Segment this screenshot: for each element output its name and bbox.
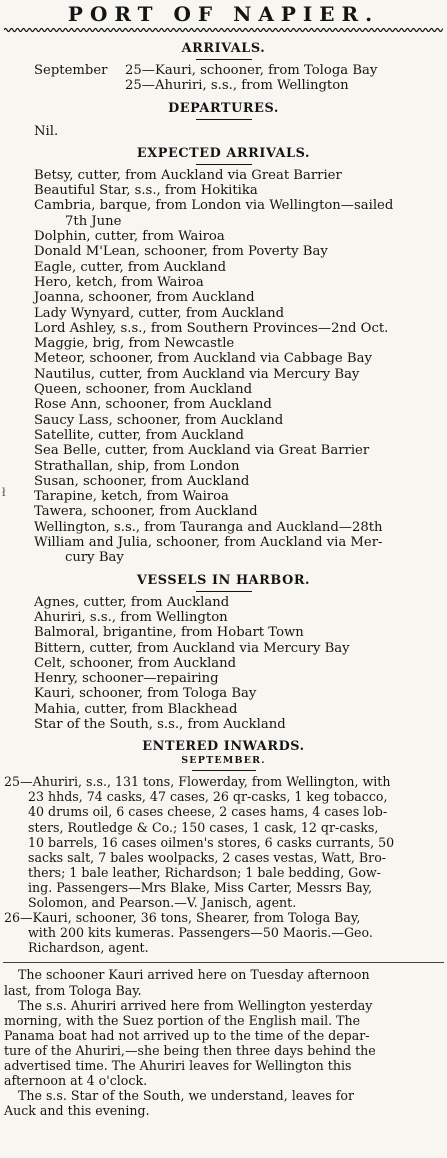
arrival-month: September	[34, 63, 108, 78]
expected-arrival-line: Susan, schooner, from Auckland	[34, 473, 250, 489]
news-paragraph	[0, 1088, 447, 1118]
arrivals-heading: ARRIVALS.	[181, 41, 266, 56]
paragraph-line: morning, with the Suez portion of the English mail. The	[4, 1012, 361, 1028]
entry-continuation-line: sters, Routledge & Co.; 150 cases, 1 cask, 12 qr-casks,	[28, 819, 379, 835]
expected-arrival-line: Hero, ketch, from Wairoa	[34, 274, 204, 290]
paragraph-line: ture of the Ahuriri,—she being then three days behind the	[4, 1042, 376, 1058]
news-paragraph	[0, 967, 447, 997]
arrival-entry: 25—Ahuriri, s.s., from Wellington	[125, 78, 349, 94]
paragraph-line: advertised time. The Ahuriri leaves for Wellington this	[4, 1057, 352, 1073]
departures-text: Nil.	[34, 123, 59, 139]
arrival-row	[0, 78, 447, 93]
vessels-in-harbor-list	[0, 595, 447, 733]
expected-arrival-line: Lady Wynyard, cutter, from Auckland	[34, 305, 285, 321]
entered-inwards-entry	[0, 774, 447, 910]
paragraph-line: Auck and this evening.	[4, 1103, 150, 1119]
entered-inwards-entry	[0, 910, 447, 955]
paragraph-line: afternoon at 4 o'clock.	[4, 1073, 148, 1089]
arrival-entry: 25—Kauri, schooner, from Tologa Bay	[125, 63, 378, 78]
expected-arrival-line: Joanna, schooner, from Auckland	[34, 290, 255, 306]
heading-rule	[196, 591, 252, 592]
expected-arrival-line: 7th June	[65, 213, 122, 229]
heading-rule	[196, 164, 252, 165]
entry-continuation-line: Solomon, and Pearson.—V. Janisch, agent.	[28, 895, 297, 911]
news-paragraph	[0, 998, 447, 1089]
vessel-in-harbor-line: Ahuriri, s.s., from Wellington	[34, 609, 228, 625]
paragraph-line: The s.s. Star of the South, we understand, leaves for	[18, 1088, 354, 1104]
arrival-row	[0, 63, 447, 78]
expected-arrival-line: Satellite, cutter, from Auckland	[34, 427, 244, 443]
page-title: PORT OF NAPIER.	[67, 2, 380, 26]
entry-continuation-line: Richardson, agent.	[28, 940, 149, 956]
entry-continuation-line: sacks salt, 7 bales woolpacks, 2 cases vestas, Watt, Bro-	[28, 849, 387, 865]
margin-mark: ł	[2, 486, 6, 499]
entered-inwards-subheading: SEPTEMBER.	[181, 755, 266, 767]
paragraph-line: Panama boat had not arrived up to the time of the depar-	[4, 1027, 370, 1043]
expected-arrivals-heading: EXPECTED ARRIVALS.	[136, 145, 311, 161]
vessels-in-harbor-heading: VESSELS IN HARBOR.	[136, 572, 311, 588]
expected-arrival-line: Beautiful Star, s.s., from Hokitika	[34, 183, 258, 199]
paragraph-line: The s.s. Ahuriri arrived here from Wellington yesterday	[18, 997, 373, 1013]
expected-arrival-line: Strathallan, ship, from London	[34, 458, 240, 474]
expected-arrival-line: Tarapine, ketch, from Wairoa	[34, 489, 229, 505]
expected-arrival-line: Donald M'Lean, schooner, from Poverty Bay	[34, 244, 328, 260]
expected-arrival-line: Betsy, cutter, from Auckland via Great Barrier	[34, 167, 342, 183]
expected-arrival-line: Cambria, barque, from London via Wellington—sailed	[34, 198, 394, 214]
vessel-in-harbor-line: Celt, schooner, from Auckland	[34, 655, 237, 671]
expected-arrival-line: Queen, schooner, from Auckland	[34, 382, 253, 398]
expected-arrival-line: Nautilus, cutter, from Auckland via Mercury Bay	[34, 366, 360, 382]
departures-heading: DEPARTURES.	[168, 100, 279, 116]
entered-inwards-heading: ENTERED INWARDS.	[142, 739, 305, 755]
expected-arrival-line: Rose Ann, schooner, from Auckland	[34, 397, 272, 413]
entry-continuation-line: thers; 1 bale leather, Richardson; 1 bale bedding, Gow-	[28, 864, 381, 880]
expected-arrival-line: Lord Ashley, s.s., from Southern Provinces—2nd Oct.	[34, 320, 389, 336]
expected-arrival-line: cury Bay	[65, 550, 124, 566]
heading-rule	[192, 770, 256, 771]
entry-continuation-line: 40 drums oil, 6 cases cheese, 2 cases hams, 4 cases lob-	[28, 804, 388, 820]
expected-arrival-line: Maggie, brig, from Newcastle	[34, 336, 235, 352]
expected-arrivals-list	[0, 168, 447, 566]
vessel-in-harbor-line: Star of the South, s.s., from Auckland	[34, 716, 286, 732]
expected-arrival-line: Sea Belle, cutter, from Auckland via Great Barrier	[34, 443, 370, 459]
expected-arrival-line: Saucy Lass, schooner, from Auckland	[34, 412, 284, 428]
section-divider	[3, 962, 444, 963]
expected-arrival-line: Dolphin, cutter, from Wairoa	[34, 229, 225, 245]
expected-arrival-line: Eagle, cutter, from Auckland	[34, 259, 227, 275]
paragraph-line: The schooner Kauri arrived here on Tuesday afternoon	[18, 967, 370, 983]
expected-arrival-line: Tawera, schooner, from Auckland	[34, 504, 258, 520]
heading-rule	[196, 119, 252, 120]
heading-rule	[196, 59, 252, 60]
expected-arrival-line: William and Julia, schooner, from Auckland via Mer-	[34, 535, 383, 551]
vessel-in-harbor-line: Balmoral, brigantine, from Hobart Town	[34, 625, 304, 641]
paragraph-line: last, from Tologa Bay.	[4, 982, 142, 998]
wavy-divider	[4, 26, 443, 34]
expected-arrival-line: Meteor, schooner, from Auckland via Cabbage Bay	[34, 351, 372, 367]
entry-continuation-line: ing. Passengers—Mrs Blake, Miss Carter, Messrs Bay,	[28, 879, 373, 895]
vessel-in-harbor-line: Mahia, cutter, from Blackhead	[34, 701, 238, 717]
expected-arrival-line: Wellington, s.s., from Tauranga and Auckland—28th	[34, 519, 383, 535]
entry-continuation-line: 23 hhds, 74 casks, 47 cases, 26 qr-casks, 1 keg tobacco,	[28, 789, 388, 805]
vessel-in-harbor-line: Agnes, cutter, from Auckland	[34, 594, 230, 610]
entered-inwards-list	[0, 774, 447, 955]
vessel-in-harbor-line: Kauri, schooner, from Tologa Bay	[34, 686, 257, 702]
vessel-in-harbor-line: Henry, schooner—repairing	[34, 671, 219, 687]
entry-first-line: 26—Kauri, schooner, 36 tons, Shearer, from Tologa Bay,	[4, 910, 361, 926]
entry-continuation-line: 10 barrels, 16 cases oilmen's stores, 6 casks currants, 50	[28, 834, 395, 850]
entry-first-line: 25—Ahuriri, s.s., 131 tons, Flowerday, from Wellington, with	[4, 774, 391, 790]
entry-continuation-line: with 200 kits kumeras. Passengers—50 Maoris.—Geo.	[28, 925, 373, 941]
vessel-in-harbor-line: Bittern, cutter, from Auckland via Mercury Bay	[34, 640, 350, 656]
shipping-notes	[0, 967, 447, 1118]
